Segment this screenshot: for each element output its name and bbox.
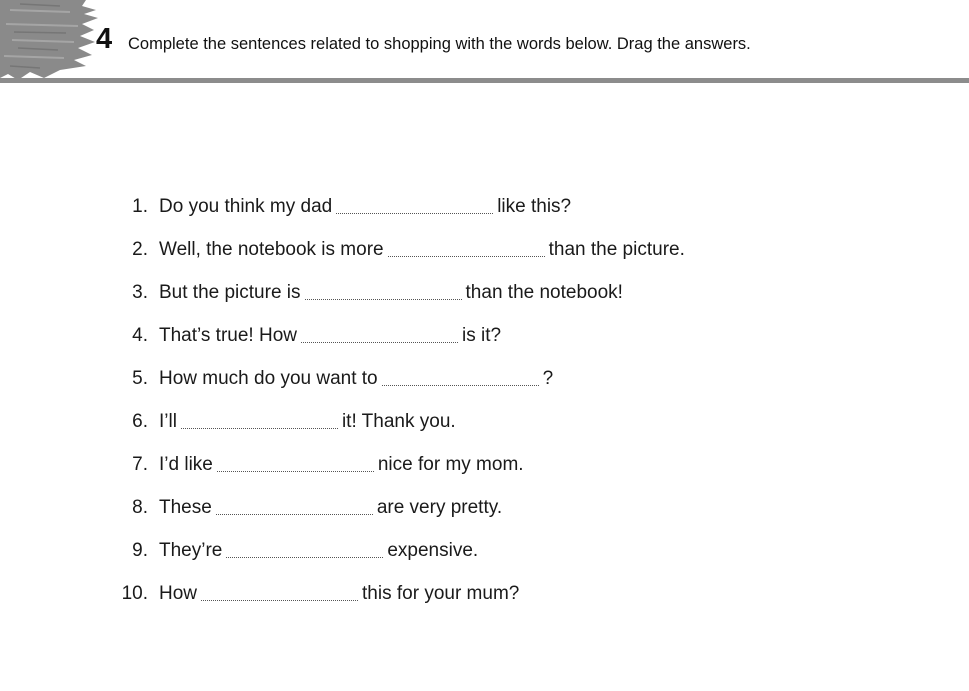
sentence-item-8	[110, 494, 685, 537]
sentence-text-before: I’d like	[159, 454, 213, 475]
sentence-item-4	[110, 322, 685, 365]
sentence-number: 1.	[132, 196, 148, 217]
sentence-number: 9.	[132, 540, 148, 561]
sentence-item-6	[110, 408, 685, 451]
answer-drop-zone-3[interactable]	[305, 279, 462, 300]
brush-stroke-decoration	[0, 0, 100, 80]
sentence-text-before: These	[159, 497, 212, 518]
header-divider	[0, 78, 969, 83]
answer-drop-zone-10[interactable]	[201, 580, 358, 601]
sentence-text-after: this for your mum?	[362, 583, 520, 604]
sentence-text-after: than the notebook!	[465, 282, 623, 303]
sentence-text-before: How much do you want to	[159, 368, 378, 389]
sentence-text-before: How	[159, 583, 198, 604]
sentence-text-before: Do you think my dad	[159, 196, 333, 217]
answer-drop-zone-5[interactable]	[382, 365, 539, 386]
sentence-number: 10.	[121, 583, 148, 604]
sentence-item-10	[110, 580, 685, 623]
sentence-number: 4.	[132, 325, 148, 346]
sentence-item-9	[110, 537, 685, 580]
sentence-item-5	[110, 365, 685, 408]
exercise-number: 4	[96, 23, 113, 55]
sentence-text-after: are very pretty.	[376, 497, 503, 518]
sentence-text-before: I’ll	[159, 411, 177, 432]
sentence-text-after: like this?	[497, 196, 572, 217]
answer-drop-zone-9[interactable]	[226, 537, 383, 558]
sentence-list	[110, 193, 685, 623]
answer-drop-zone-8[interactable]	[216, 494, 373, 515]
sentence-item-2	[110, 236, 685, 279]
sentence-text-before: That’s true! How	[159, 325, 297, 346]
sentence-text-before: But the picture is	[159, 282, 301, 303]
sentence-text-after: than the picture.	[548, 239, 685, 260]
sentence-text-after: it! Thank you.	[341, 411, 456, 432]
exercise-instruction: Complete the sentences related to shopping with the words below. Drag the answers.	[128, 35, 751, 53]
sentence-text-after: nice for my mom.	[377, 454, 524, 475]
answer-drop-zone-2[interactable]	[388, 236, 545, 257]
answer-drop-zone-1[interactable]	[336, 193, 493, 214]
sentence-item-3	[110, 279, 685, 322]
sentence-text-before: Well, the notebook is more	[159, 239, 384, 260]
answer-drop-zone-7[interactable]	[217, 451, 374, 472]
sentence-number: 8.	[132, 497, 148, 518]
sentence-text-before: They’re	[159, 540, 223, 561]
answer-drop-zone-6[interactable]	[181, 408, 338, 429]
answer-drop-zone-4[interactable]	[301, 322, 458, 343]
exercise-header	[0, 0, 969, 84]
sentence-number: 5.	[132, 368, 148, 389]
sentence-item-7	[110, 451, 685, 494]
sentence-number: 6.	[132, 411, 148, 432]
sentence-text-after: ?	[542, 368, 554, 389]
sentence-text-after: is it?	[461, 325, 502, 346]
sentence-number: 2.	[132, 239, 148, 260]
sentence-number: 7.	[132, 454, 148, 475]
sentence-text-after: expensive.	[387, 540, 479, 561]
sentence-number: 3.	[132, 282, 148, 303]
sentence-item-1	[110, 193, 685, 236]
